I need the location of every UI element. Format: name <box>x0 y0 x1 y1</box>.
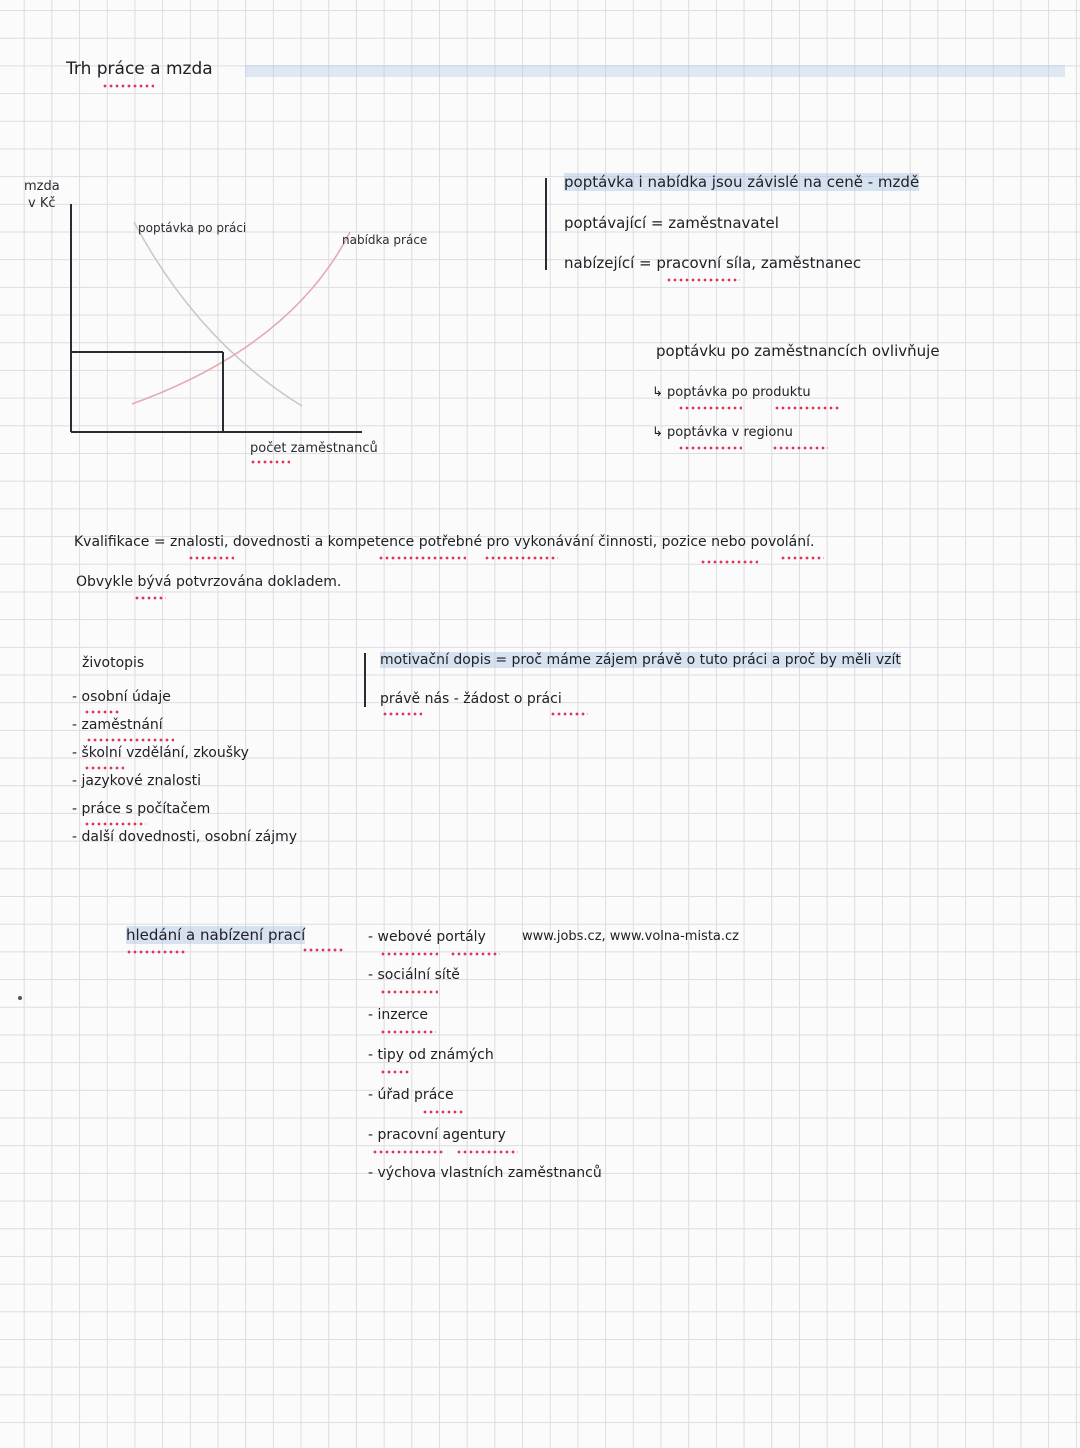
job-search-item-web-portals: - webové portály <box>368 929 486 945</box>
cv-item-other-skills: - další dovednosti, osobní zájmy <box>72 829 298 845</box>
motivation-line-2: právě nás - žádost o práci <box>380 691 562 707</box>
cv-item-employment: - zaměstnání <box>72 717 163 733</box>
cv-item-personal-data: - osobní údaje <box>72 689 171 705</box>
motivation-line-2-dots <box>382 712 422 716</box>
qualification-definition: Kvalifikace = znalosti, dovednosti a kompetence potřebné pro vykonávání činnosti, pozice nebo povolání. <box>74 534 815 550</box>
motivation-bar <box>364 653 366 707</box>
influence-heading: poptávku po zaměstnancích ovlivňuje <box>656 342 940 360</box>
influence-item-1-dots-b <box>774 406 840 410</box>
qualification-dots-2 <box>378 556 466 560</box>
cv-item-computer: - práce s počítačem <box>72 801 211 817</box>
market-note-1: poptávka i nabídka jsou závislé na ceně - mzdě <box>564 173 920 191</box>
job-search-tips-dots <box>380 1070 410 1074</box>
market-note-3: nabízející = pracovní síla, zaměstnanec <box>564 254 862 272</box>
influence-item-1: ↳ poptávka po produktu <box>652 385 811 400</box>
job-search-heading: hledání a nabízení prací <box>126 926 306 944</box>
cv-heading: životopis <box>82 655 145 671</box>
demand-curve-label: poptávka po práci <box>138 221 247 235</box>
title-highlight-strip <box>245 65 1065 77</box>
job-search-office-dots <box>422 1110 464 1114</box>
cv-item-education: - školní vzdělání, zkoušky <box>72 745 249 761</box>
job-search-websites: www.jobs.cz, www.volna-mista.cz <box>522 929 740 944</box>
influence-item-1-dots <box>678 406 742 410</box>
cv-item-education-dots <box>84 766 124 770</box>
qualification-dots-3 <box>484 556 558 560</box>
qualification-dots-1 <box>188 556 234 560</box>
cv-item-personal-data-dots <box>84 710 120 714</box>
job-search-heading-dots <box>126 950 186 954</box>
qualification-dots-4 <box>700 560 758 564</box>
motivation-line-2-dots-b <box>550 712 588 716</box>
job-search-item-ads: - inzerce <box>368 1007 428 1023</box>
job-search-item-office: - úřad práce <box>368 1087 454 1103</box>
qualification-note: Obvykle bývá potvrzována dokladem. <box>76 574 342 590</box>
x-axis-label: počet zaměstnanců <box>250 441 378 456</box>
job-search-agencies-dots-b <box>456 1150 518 1154</box>
supply-curve-label: nabídka práce <box>342 233 428 247</box>
job-search-social-dots <box>380 990 438 994</box>
job-search-agencies-dots <box>372 1150 444 1154</box>
supply-curve <box>132 232 350 404</box>
influence-item-2: ↳ poptávka v regionu <box>652 425 793 440</box>
margin-dot <box>18 996 22 1000</box>
cv-item-languages: - jazykové znalosti <box>72 773 202 789</box>
market-note-3-dots <box>666 278 740 282</box>
title-underline-dots <box>102 84 154 88</box>
qualification-dots-5 <box>780 556 824 560</box>
motivation-line-1: motivační dopis = proč máme zájem právě o tuto práci a proč by měli vzít <box>380 652 901 668</box>
job-search-web-portals-dots-b <box>450 952 500 956</box>
influence-item-2-dots <box>678 446 742 450</box>
job-search-item-tips: - tipy od známých <box>368 1047 494 1063</box>
influence-item-2-dots-b <box>772 446 828 450</box>
cv-item-employment-dots <box>86 738 174 742</box>
market-note-2: poptávající = zaměstnavatel <box>564 214 779 232</box>
y-axis-label-line1: mzda <box>24 179 60 194</box>
job-search-item-training: - výchova vlastních zaměstnanců <box>368 1165 602 1181</box>
y-axis-label-line2: v Kč <box>28 196 56 211</box>
job-search-item-social: - sociální sítě <box>368 967 460 983</box>
market-notes-bar <box>545 178 547 270</box>
x-axis-label-dots <box>250 460 290 464</box>
cv-item-computer-dots <box>84 822 146 826</box>
job-search-item-agencies: - pracovní agentury <box>368 1127 506 1143</box>
demand-curve <box>134 222 302 406</box>
labour-market-chart <box>20 170 460 470</box>
job-search-web-portals-dots <box>380 952 438 956</box>
job-search-ads-dots <box>380 1030 436 1034</box>
qualification-note-dots <box>134 596 166 600</box>
page-title: Trh práce a mzda <box>66 59 213 79</box>
job-search-heading-dots-b <box>302 948 344 952</box>
